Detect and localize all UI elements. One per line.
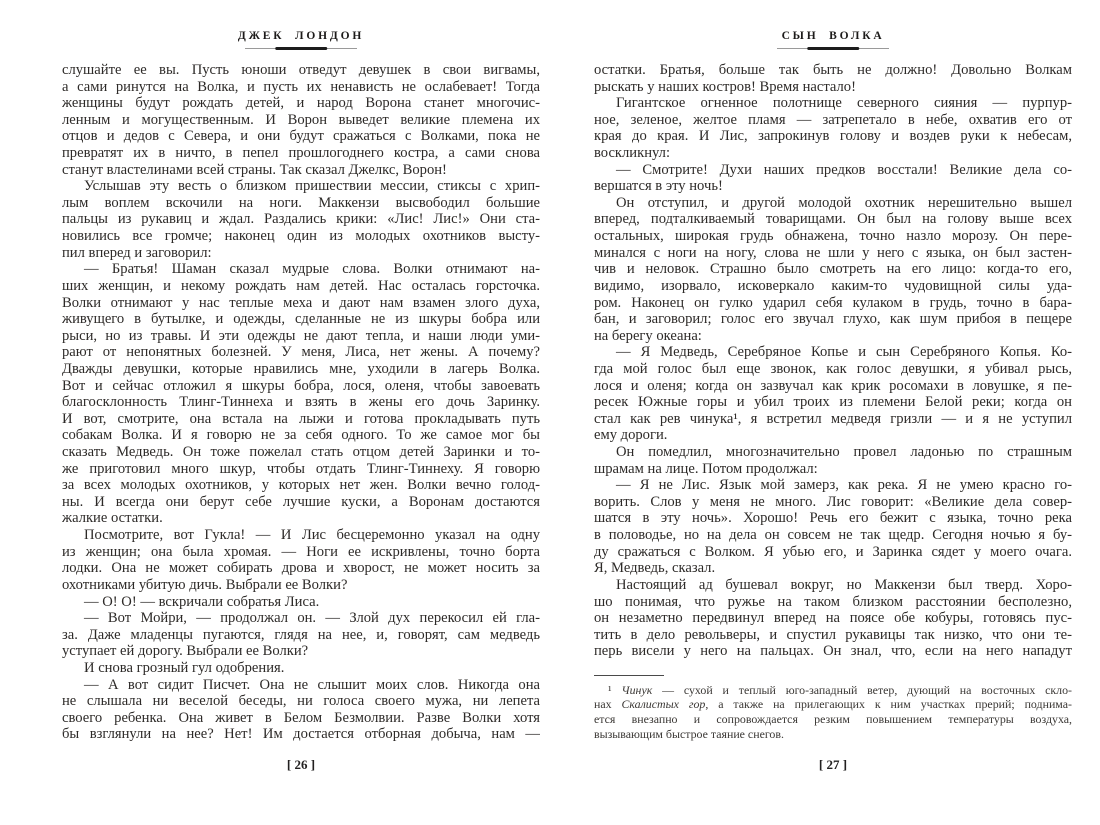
text-line: ду сражаться с Волком. Я убью его, и Заринка сядет у моего очага. [594,543,1072,560]
header-rule [245,46,357,51]
text-line: Я, Медведь, сказал. [594,560,716,577]
footnote-rule [594,675,664,676]
text-line: шатся в эту ночь». Хорошо! Речь его бежит с языка, точно река [594,510,1072,527]
text-line: Услышав эту весть о близком пришествии мессии, стиксы с хрип- [84,178,540,195]
page-left-content [62,30,540,743]
text-line: превратят их в ничто, в пепел прошлогоднего костра, а сами снова [62,145,540,162]
text-line: на берегу океана: [594,327,702,344]
text-line: же приготовил много шкур, чтобы отдать Тлинг-Тиннеху. Я говорю [62,460,540,477]
text-line: вызывающим быстрое таяние снегов. [594,726,784,741]
text-line: за. Даже младенцы пугаются, глядя на нее, и, говорят, сам медведь [62,626,540,643]
text-line: ленным и могущественным. И Ворон выведет великие племена их [62,111,540,128]
text-line: живущего в бутылке, и одежды, сделанные не из шкуры бобра или [62,311,540,328]
text-line: — О! О! — вскричали собратья Лиса. [84,593,320,610]
footnote-text [594,683,1072,741]
running-head-title: СЫН ВОЛКА [781,30,885,42]
text-line: шо понимая, что ружье на таком близком расстоянии бесполезно, [594,593,1072,610]
text-line: остальных, широкая грудь обнажена, точно назло морозу. Он пере- [594,228,1072,245]
text-line: — Смотрите! Духи наших предков восстали! Великие дела со- [616,161,1072,178]
text-line: ресек Южные горы и убил троих из племени Белой реки; когда он [594,394,1072,411]
text-line: вперед, подталкиваемый товарищами. Он был на голову выше всех [594,211,1072,228]
text-line: в половодье, но на дела он совсем не так щедр. Сегодня ночью я бу- [594,527,1072,544]
text-line: остатки. Братья, больше так быть не должно! Довольно Волкам [594,62,1072,78]
text-line: Он отступил, и другой молодой охотник нерешительно вышел [616,194,1072,211]
header-rule [777,46,889,51]
text-line: Гигантское огненное полотнище северного сияния — пурпур- [616,95,1072,112]
footnote [594,675,1072,741]
text-line: гда мой голос был еще звонок, как голос девушки, я убивал рысь, [594,360,1072,377]
text-line: края до края. И Лис, запрокинув голову и воздев руки к небесам, [594,128,1072,145]
page-number-right: [ 27 ] [818,757,848,772]
text-line: — Я Медведь, Серебряное Копье и сын Серебряного Копья. Ко- [616,344,1072,361]
text-line: а сами ринутся на Волка, и пусть их ненависть не ослабевает! Тогда [62,78,540,95]
text-line: своего ребенка. Она живет в Белом Безмолвии. Разве Волки хотя [62,709,540,726]
text-line: ное, зеленое, желтое пламя — затрепетало в небе, охватив его от [594,111,1072,128]
text-line: уступает ей дорогу. Выбрали ее Волки? [62,643,309,660]
text-line: вершатся в эту ночь! [594,178,723,195]
text-line: рыси, но из травы. И эти одежды не дают тепла, и наши люди уми- [62,327,540,344]
text-line: стал как рев чинука¹, я встретил медведя гризли — и я не уступил [594,410,1072,427]
text-line: Вот и сейчас отложил я шкуры бобра, лося, оленя, чтобы завоевать [62,377,540,394]
text-line: новились все громче; наконец один из молодых охотников высту- [62,228,540,245]
text-line: ших женщин, и некому рождать нам детей. Нас осталась горсточка. [62,277,540,294]
page-right [550,0,1100,825]
text-line: И снова грозный гул одобрения. [84,659,285,676]
text-line: перь висели у него на пальцах. Он знал, что, если на него нападут [594,643,1072,660]
text-line: — Я не Лис. Язык мой замерз, как река. Я не умею красно го- [616,477,1072,494]
text-line: из женщин; она была хромая. — Ноги ее искривлены, точно борта [62,543,540,560]
text-line: воскликнул: [594,145,671,162]
text-line: лым воплем вскочили на ноги. Маккензи высвободил большие [62,194,540,211]
text-line: ему дороги. [594,427,668,444]
text-line: женщины будут рождать детей, и народ Ворона станет многочис- [62,95,540,112]
text-line: тить в дело револьверы, и спустил рукавицы так низко, что они те- [594,626,1072,643]
text-line: лодки. Она не может собирать дрова и хворост, не может носить за [62,560,540,577]
page-number-left: [ 26 ] [286,757,316,772]
text-line: слушайте ее вы. Пусть юноши отведут девушек в свои вигвамы, [62,62,540,78]
text-line: ворить. Слов у меня не много. Лис говорит: «Великие дела совер- [594,493,1072,510]
text-line: Настоящий ад бушевал вокруг, но Маккензи был тверд. Хоро- [616,576,1072,593]
text-line: за всех молодых охотников, у которых нет жен. Волки вечно голод- [62,477,540,494]
page-right-content [594,30,1072,741]
body-text-right [594,62,1072,660]
header-rule-core [807,47,859,50]
text-line: сказать Медведь. Он тоже пожелал стать отцом детей Заринки и то- [62,444,540,461]
text-line: станут властелинами всей страны. Так сказал Джелкс, Ворон! [62,161,447,178]
text-line: — Вот Мойри, — продолжал он. — Злой дух перекосил ей гла- [84,610,540,627]
text-line: жалкие остатки. [62,510,163,527]
text-line: собакам Волка. И я говорю не за себя одного. То же самое мог бы [62,427,540,444]
text-line: видимо, изорвало, исковеркало каким-то чудовищной силы уда- [594,277,1072,294]
text-line: Дважды девушки, которые нравились мне, уходили в лагерь Волка. [62,360,540,377]
text-line: Волки отнимают у нас теплые меха и дают нам взамен злого духа, [62,294,540,311]
text-line: шрамам на лице. Потом продолжал: [594,460,818,477]
text-line: рают от непонятных болезней. У меня, Лиса, нет жены. А почему? [62,344,540,361]
text-line: охотниками убитую дичь. Выбрали ее Волки? [62,576,348,593]
text-line: — А вот сидит Писчет. Она не слышит моих слов. Никогда она [84,676,540,693]
text-line: не слышала ни веселой беседы, ни голоса своего мужа, ни лепета [62,693,540,710]
text-line: рыскать у наших костров! Время настало! [594,78,856,95]
text-line: ¹ Чинук — сухой и теплый юго-западный ветер, дующий на восточных скло- [608,682,1072,697]
text-line: И вот, смотрите, она встала на лыжи и готова прокладывать путь [62,410,540,427]
header-rule-core [275,47,327,50]
text-line: бан, и заговорил; голос его звучал глухо, как шум прибоя в пещере [594,311,1072,328]
text-line: минался с ноги на ногу, слова не шли у него с языка, он был застен- [594,244,1072,261]
text-line: — Братья! Шаман сказал мудрые слова. Волки отнимают на- [84,261,540,278]
text-line: ется внезапно и сопровождается резким повышением температуры воздуха, [594,712,1072,727]
text-line: чив и неловок. Страшно было смотреть на его лицо: когда-то его, [594,261,1072,278]
text-line: благосклонность Тлинг-Тиннеха и взять в жены его дочь Заринку. [62,394,540,411]
text-line: ны. И всегда они берут себе лучшие куски, а Воронам достаются [62,493,540,510]
text-line: пальцы из рукавиц и ждал. Раздались крики: «Лис! Лис!» Они ста- [62,211,540,228]
text-line: бы взглянули на нее? Нет! Им достается отборная добыча, нам — [62,726,540,743]
text-line: нах Скалистых гор, а также на прилегающих к ним участках прерий; поднима- [594,697,1072,712]
text-line: ром. Наконец он гулко ударил себя кулаком в грудь, точно в бара- [594,294,1072,311]
running-head-author: ДЖЕК ЛОНДОН [237,30,365,42]
body-text-left [62,62,540,743]
text-line: отцов и дедов с Севера, и они будут сражаться с Волками, пока не [62,128,540,145]
text-line: он незаметно передвинул вперед на поясе обе кобуры, готовясь пус- [594,610,1072,627]
text-line: пил вперед и заговорил: [62,244,212,261]
text-line: Посмотрите, вот Гукла! — И Лис бесцеремонно указал на одну [84,527,540,544]
text-line: лося и оленя; когда он зазвучал как крик росомахи в ловушке, я пе- [594,377,1072,394]
text-line: Он помедлил, многозначительно провел ладонью по страшным [616,444,1072,461]
